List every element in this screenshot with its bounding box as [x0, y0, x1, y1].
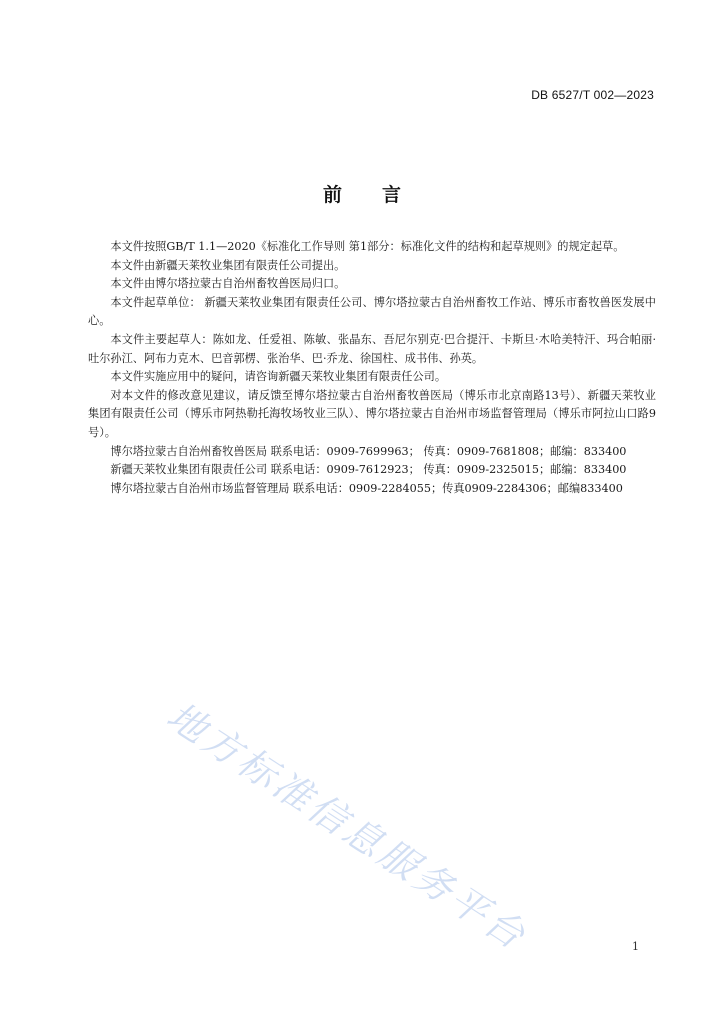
document-body: [88, 238, 656, 498]
watermark: 地方标准信息服务平台: [159, 693, 536, 960]
page-number: 1: [632, 940, 639, 953]
contact-line: 博尔塔拉蒙古自治州畜牧兽医局 联系电话：0909-7699963； 传真：0909-7681808；邮编：833400: [110, 444, 627, 458]
paragraph: 本文件主要起草人：陈如龙、任爱祖、陈敏、张晶东、吾尼尔别克·巴合提汗、卡斯旦·木哈美特汗、玛合帕丽·吐尔孙江、阿布力克木、巴音郭楞、张治华、巴·乔龙、徐国柱、成书伟、孙英。: [88, 332, 656, 365]
page-title: 前言: [322, 184, 441, 206]
paragraph: 本文件由新疆天莱牧业集团有限责任公司提出。: [110, 258, 346, 272]
contact-line: 博尔塔拉蒙古自治州市场监督管理局 联系电话：0909-2284055；传真0909-2284306；邮编833400: [110, 481, 623, 495]
paragraph: 本文件实施应用中的疑问，请咨询新疆天莱牧业集团有限责任公司。: [110, 370, 447, 384]
paragraph: 本文件起草单位： 新疆天莱牧业集团有限责任公司、博尔塔拉蒙古自治州畜牧工作站、博乐市畜牧兽医发展中心。: [88, 295, 656, 328]
paragraph: 本文件按照GB/T 1.1—2020《标准化工作导则 第1部分：标准化文件的结构和起草规则》的规定起草。: [110, 240, 625, 253]
paragraph: 本文件由博尔塔拉蒙古自治州畜牧兽医局归口。: [110, 277, 346, 291]
standard-code: DB 6527/T 002—2023: [531, 88, 654, 102]
paragraph: 对本文件的修改意见建议，请反馈至博尔塔拉蒙古自治州畜牧兽医局（博乐市北京南路13号）、新疆天莱牧业集团有限责任公司（博乐市阿热勒托海牧场牧业三队）、博尔塔拉蒙古自治州市场监督管理局（博乐市阿拉山口路9号）。: [88, 388, 656, 439]
contact-line: 新疆天莱牧业集团有限责任公司 联系电话：0909-7612923； 传真：0909-2325015；邮编：833400: [110, 463, 627, 477]
